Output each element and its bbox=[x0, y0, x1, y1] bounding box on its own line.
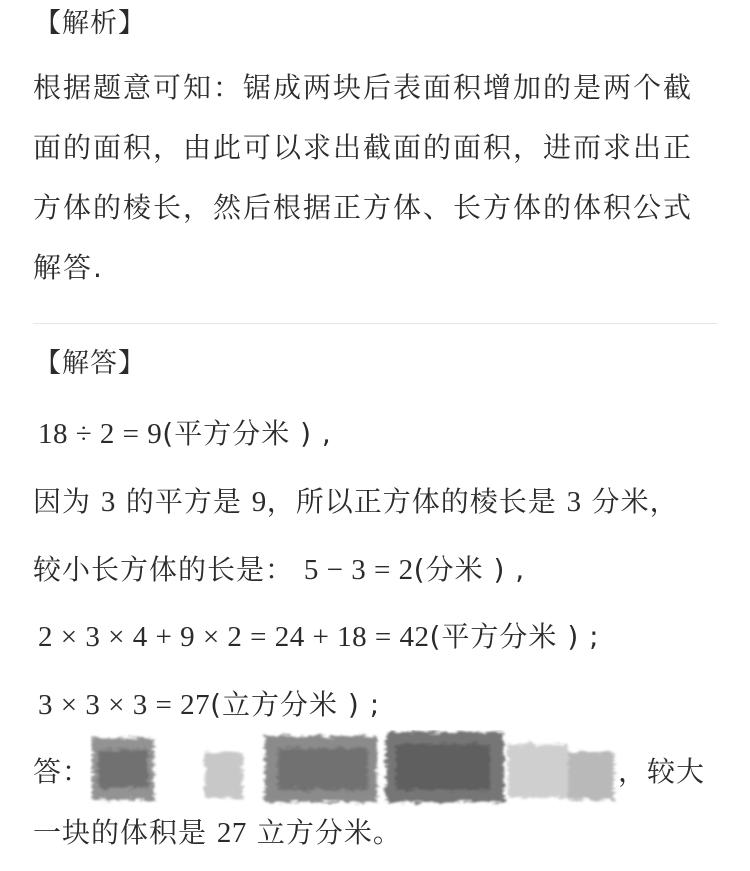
analysis-heading: 【解析】 bbox=[34, 8, 146, 39]
step-4-unit: (平方分米 ) ; bbox=[429, 620, 600, 653]
answer-step-1 bbox=[38, 414, 332, 454]
step-2-text: ，所以正方体的棱长是 bbox=[266, 485, 557, 518]
answer-heading: 【解答】 bbox=[34, 348, 146, 379]
final-answer-prefix: 答： bbox=[33, 755, 92, 788]
step-1-unit: (平方分米 ) , bbox=[162, 417, 332, 450]
step-3-math: 5 − 3 = 2 bbox=[303, 554, 414, 586]
step-3-text: 较小长方体的长是： bbox=[33, 553, 295, 586]
final-number: 27 bbox=[216, 817, 247, 849]
step-5-math: 3 × 3 × 3 = 27 bbox=[38, 689, 211, 721]
step-2-number: 3 bbox=[100, 486, 116, 518]
step-2-text: 因为 bbox=[33, 485, 92, 518]
step-2-text: 分米， bbox=[591, 485, 679, 518]
analysis-paragraph bbox=[33, 58, 701, 298]
analysis-line: 根据题意可知：锯成两块后表面积增加的是两个截 bbox=[33, 71, 694, 104]
answer-step-4 bbox=[38, 617, 600, 657]
smudge-redaction bbox=[90, 730, 630, 810]
final-answer-suffix: ，较大 bbox=[618, 755, 706, 788]
answer-step-5 bbox=[38, 685, 380, 725]
section-divider bbox=[33, 323, 717, 324]
final-text: 立方分米。 bbox=[256, 816, 402, 849]
step-2-number: 3 bbox=[566, 486, 582, 518]
step-2-text: 的平方是 bbox=[125, 485, 242, 518]
analysis-line: 面的面积，由此可以求出截面的面积，进而求出正 bbox=[33, 131, 694, 164]
step-5-unit: (立方分米 ) ; bbox=[210, 688, 381, 721]
analysis-line: 方体的棱长，然后根据正方体、长方体的体积公式 bbox=[33, 191, 694, 224]
step-1-math: 18 ÷ 2 = 9 bbox=[38, 418, 163, 450]
analysis-line: 解答. bbox=[33, 251, 104, 284]
answer-step-3 bbox=[33, 550, 525, 590]
step-3-unit: (分米 ) , bbox=[413, 553, 526, 586]
final-answer-line-2 bbox=[33, 813, 402, 853]
final-text: 一块的体积是 bbox=[33, 816, 208, 849]
step-2-number: 9 bbox=[251, 486, 267, 518]
step-4-math: 2 × 3 × 4 + 9 × 2 = 24 + 18 = 42 bbox=[38, 621, 430, 653]
answer-step-2 bbox=[33, 482, 679, 522]
